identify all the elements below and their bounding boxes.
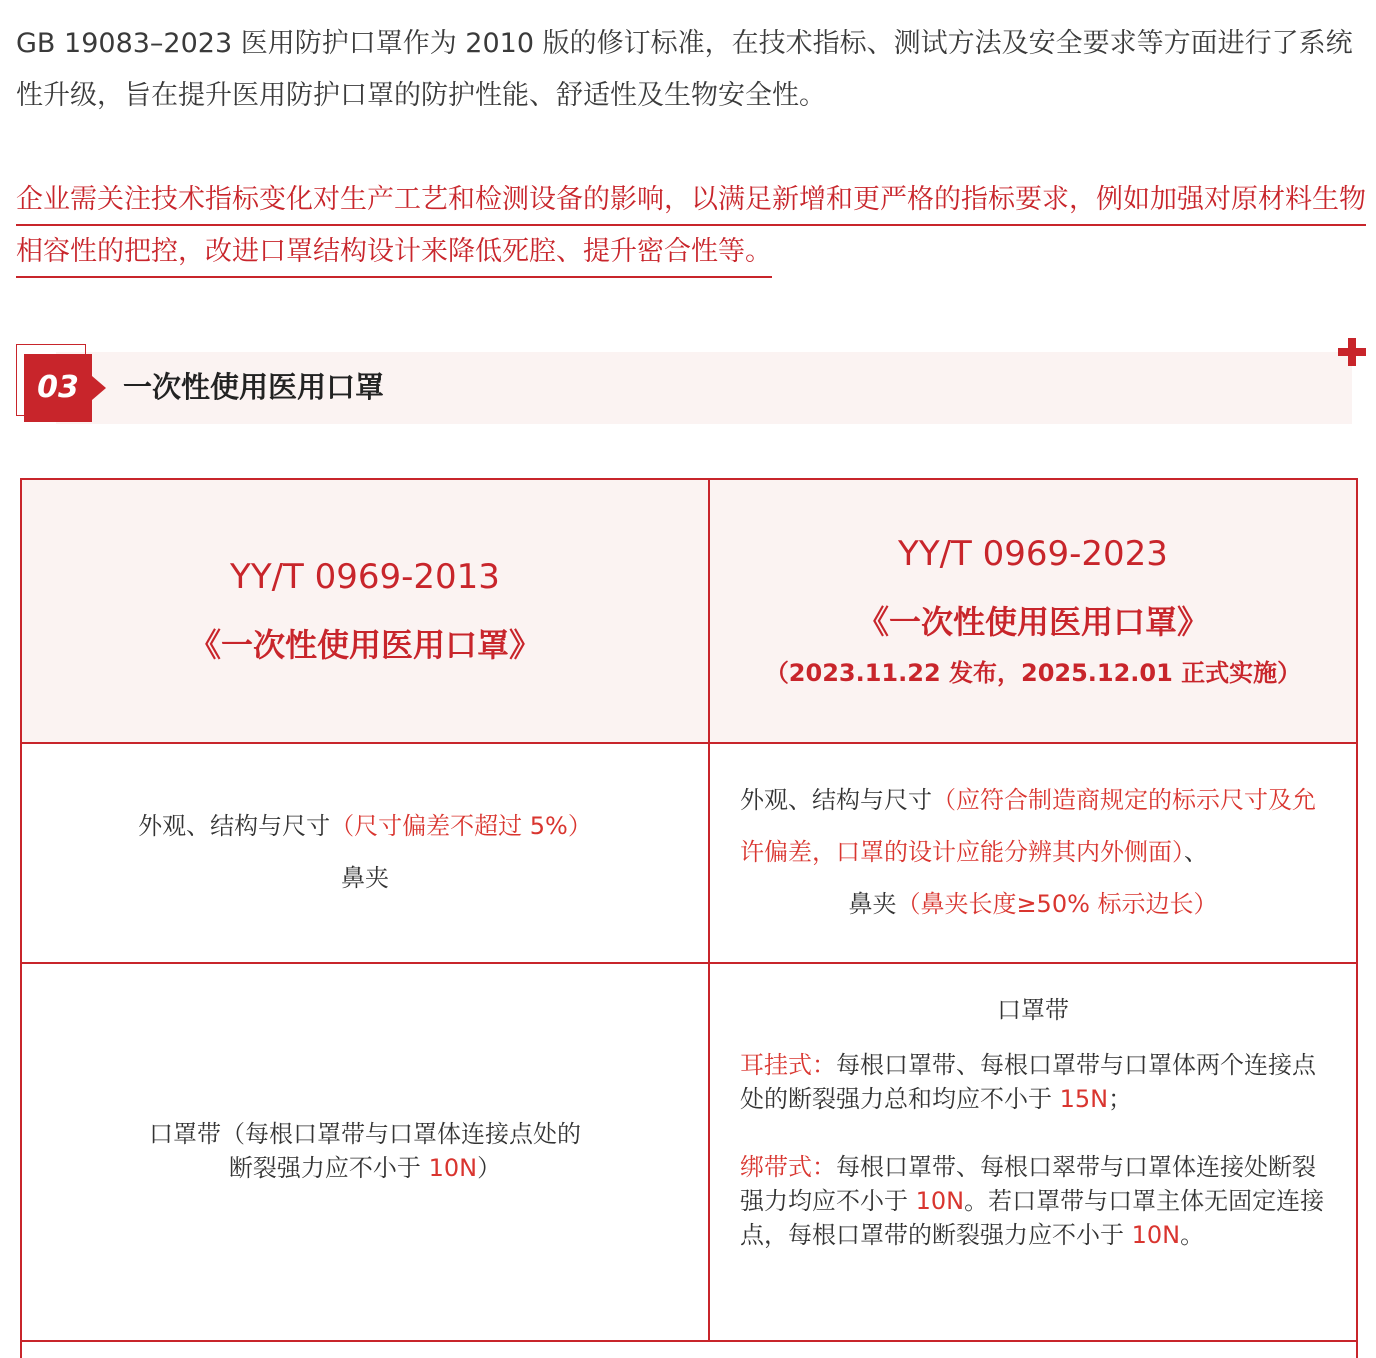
row1-old-line1 [138,800,592,852]
row1-old [22,742,710,962]
tie-label: 绑带式： [740,1153,836,1181]
row1-new-noseclip-note: （鼻夹长度≥50% 标示边长） [896,890,1218,918]
table-row [22,742,1356,964]
row1-new-note: （应符合制造商规定的标示尺寸及允许偏差，口罩的设计应能分辨其内外侧面） [740,786,1316,866]
new-standard-code: YY/T 0969-2023 [898,534,1168,574]
row2-new-title: 口罩带 [997,996,1069,1024]
row2-new-tie [710,1150,1356,1252]
old-standard-name: 《一次性使用医用口罩》 [188,626,541,664]
tie-value2: 10N [1131,1221,1181,1249]
row1-new-noseclip-label: 鼻夹 [848,890,897,918]
new-standard-name: 《一次性使用医用口罩》 [856,603,1209,641]
new-standard-dates: （2023.11.22 发布，2025.12.01 正式实施） [764,659,1302,687]
row1-new-line3 [848,878,1217,930]
row2-new-ear [710,1048,1356,1116]
ear-text: 每根口罩带、每根口罩带与口罩体两个连接点处的断裂强力总和均应不小于 [740,1051,1316,1113]
row2-old-suffix: ） [477,1154,502,1182]
row1-old-note: （尺寸偏差不超过 5%） [330,812,592,840]
row2-old-line1: 口罩带（每根口罩带与口罩体连接点处的 [149,1120,581,1148]
row2-old-line2-prefix: 断裂强力应不小于 [228,1154,429,1182]
header-old-standard [22,480,710,742]
row2-old [22,962,710,1340]
row1-new-label: 外观、结构与尺寸 [740,786,932,814]
intro-paragraph: GB 19083–2023 医用防护口罩作为 2010 版的修订标准，在技术指标、测试方法及安全要求等方面进行了系统性升级，旨在提升医用防护口罩的防护性能、舒适性及生物安全性。 [16,28,1353,111]
row2-old-value: 10N [428,1154,478,1182]
table-header-row [22,480,1356,744]
ear-label: 耳挂式： [740,1051,836,1079]
row2-new [710,962,1356,1340]
ear-suffix: ； [1108,1085,1133,1113]
plus-icon [1338,338,1366,366]
highlight-paragraph [16,174,1368,278]
highlight-text: 企业需关注技术指标变化对生产工艺和检测设备的影响，以满足新增和更严格的指标要求，例如加强对原材料生物相容性的把控，改进口罩结构设计来降低死腔、提升密合性等。 [16,184,1366,267]
tie-text2: 。若口罩带与口罩主体无固定连接点，每根口罩带的断裂强力应不小于 [740,1187,1325,1249]
comparison-table [20,478,1358,1358]
header-new-standard [710,480,1356,742]
tie-suffix: 。 [1180,1221,1205,1249]
section-number: 03 [37,370,79,405]
row1-new-sep: 、 [1184,838,1208,866]
row1-old-line2: 鼻夹 [341,864,389,892]
row2-old-line2 [229,1151,501,1185]
old-standard-code: YY/T 0969-2013 [230,557,500,597]
tie-text: 每根口罩带、每根口翠带与口罩体连接处断裂强力均应不小于 [740,1153,1316,1215]
row1-new [710,742,1356,962]
tie-value: 10N [915,1187,965,1215]
section-title: 一次性使用医用口罩 [123,370,385,404]
section-arrow-icon [92,376,106,400]
section-header [16,342,1376,426]
row1-old-label: 外观、结构与尺寸 [138,812,331,840]
row1-new-text [710,774,1356,878]
ear-value: 15N [1059,1085,1109,1113]
table-row [22,962,1356,1342]
